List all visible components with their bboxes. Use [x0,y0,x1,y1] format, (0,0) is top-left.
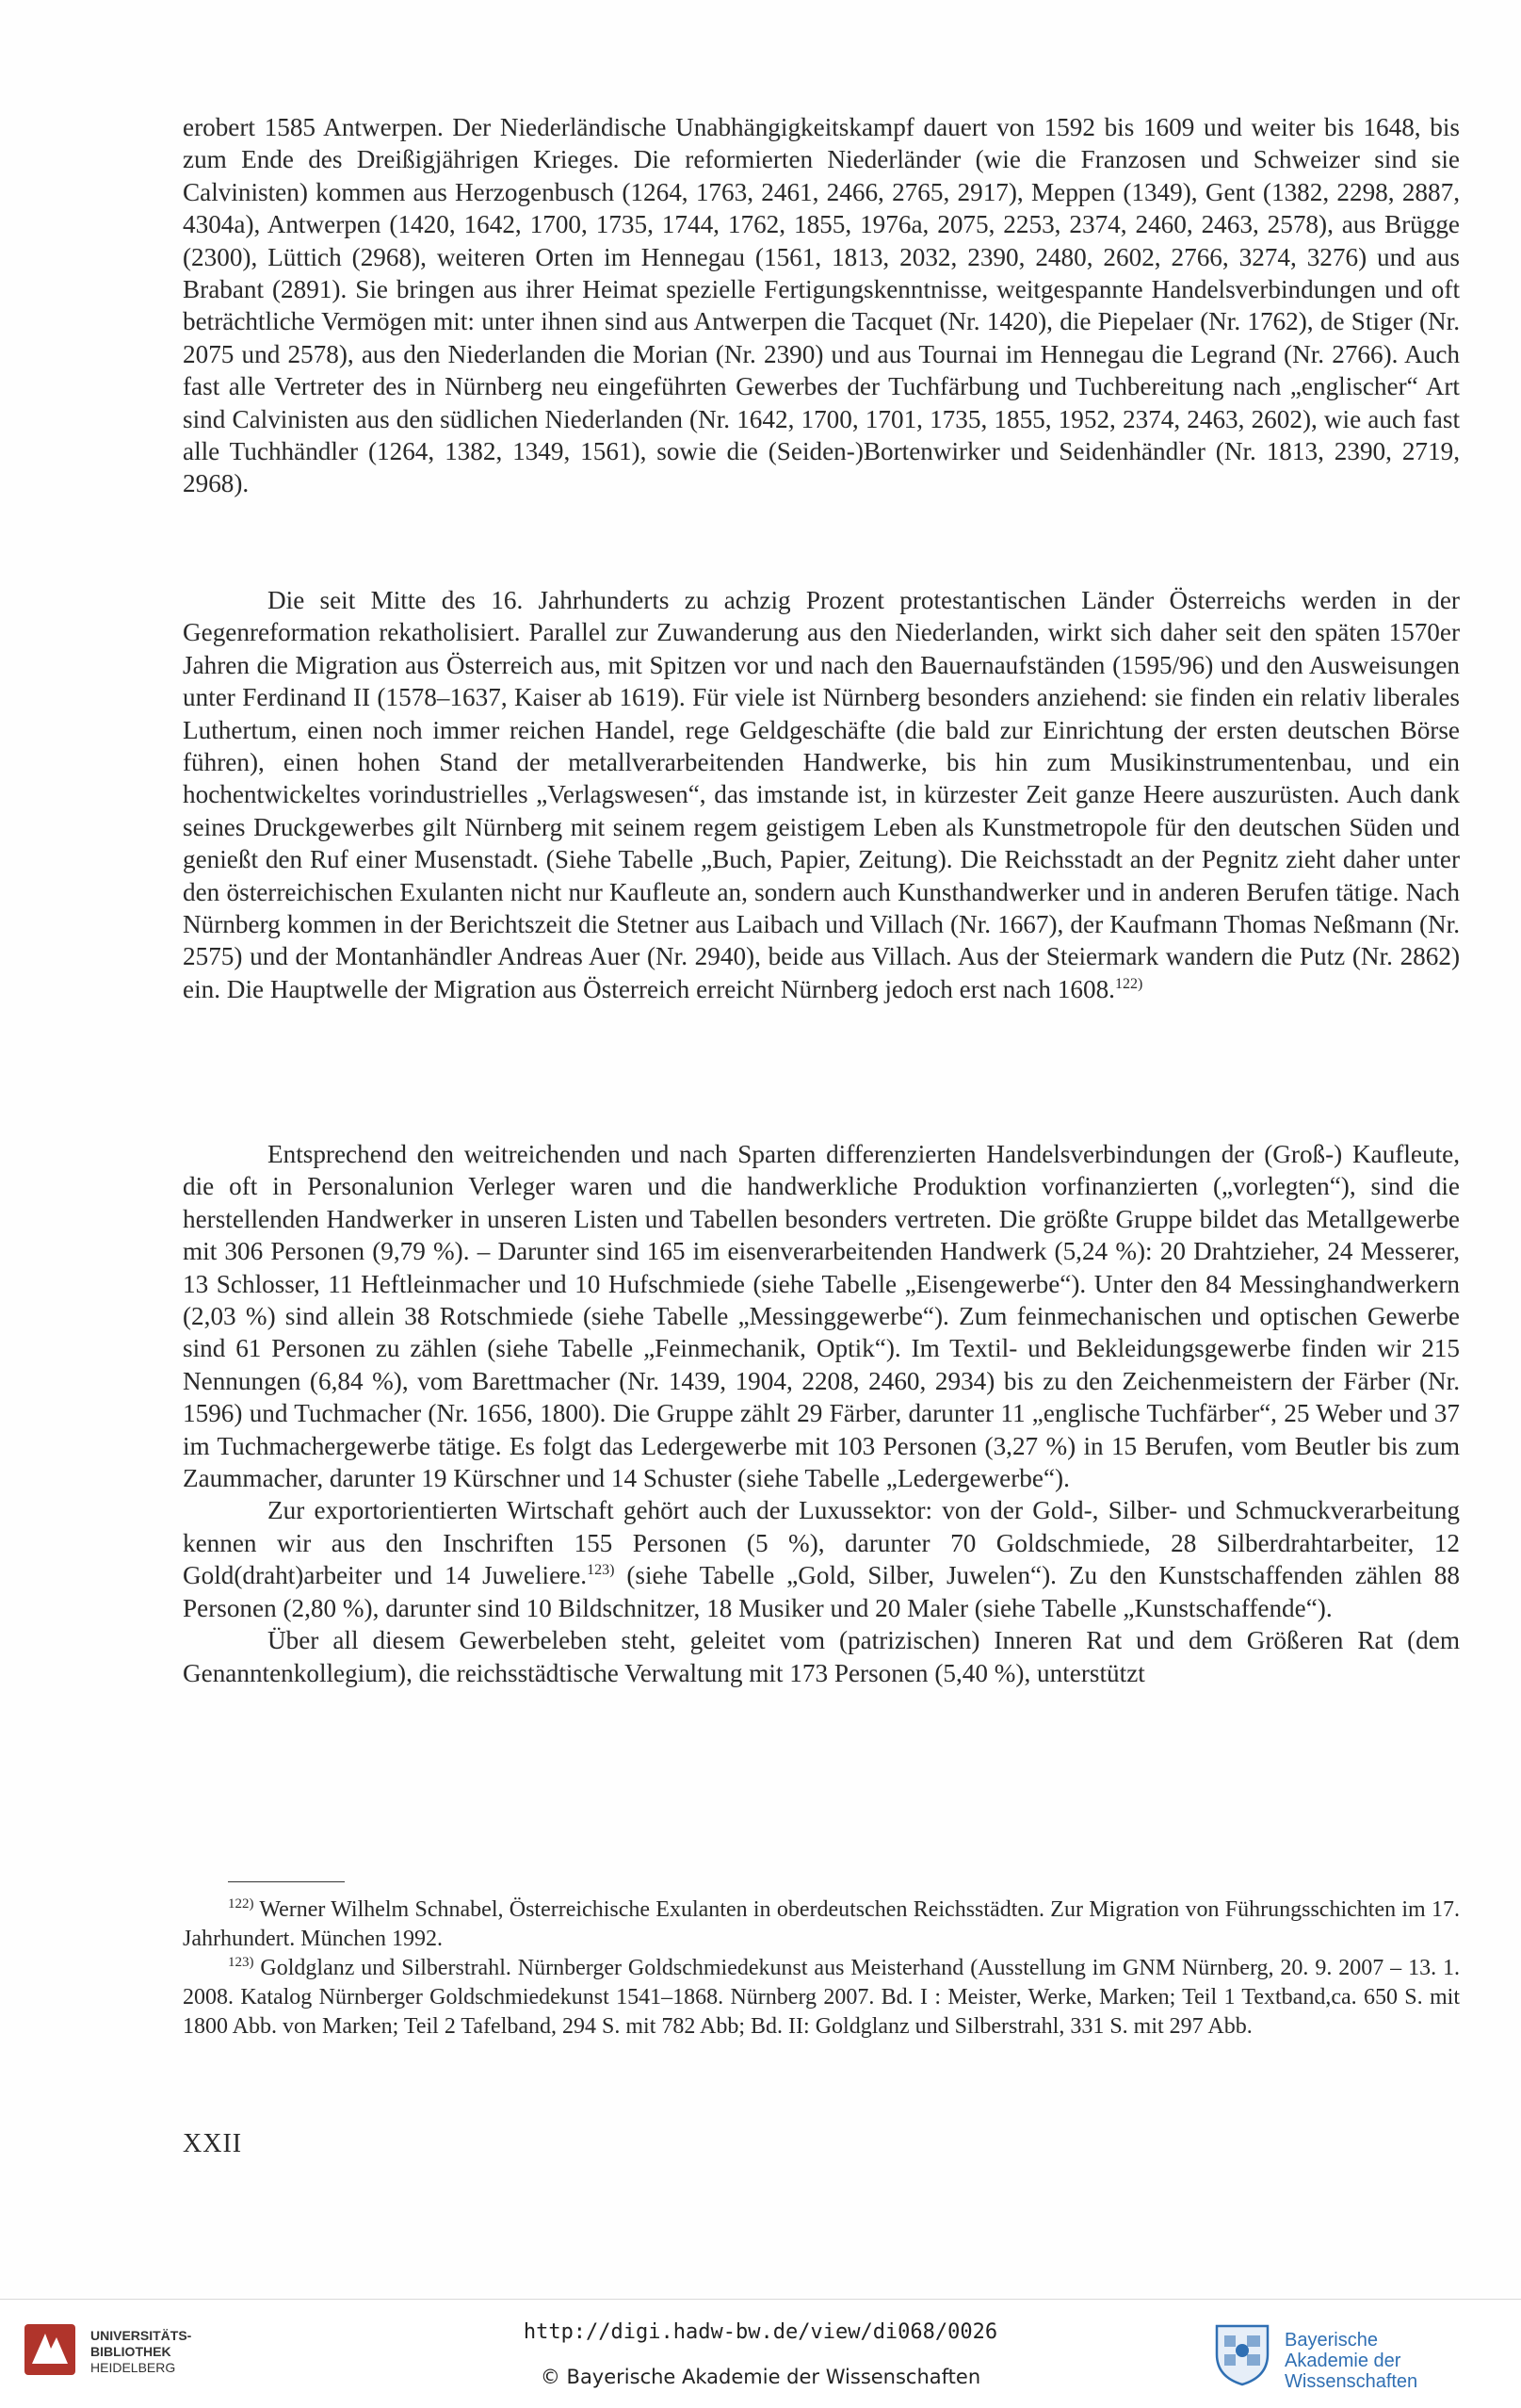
footnote-mark: 122) [228,1896,254,1912]
paragraph-1-text: erobert 1585 Antwerpen. Der Niederländische Unabhängigkeitskampf dauert von 1592 bis 1609 und weiter bis 1648, bis zum Ende des Dreißigjährigen Krieges. Die reformierten Niederländer (wie die Franzosen und Schweizer sind sie Calvinisten) kommen aus Herzogenbusch (1264, 1763, 2461, 2466, 2765, 2917), Meppen (1349), Gent (1382, 2298, 2887, 4304a), Antwerpen (1420, 1642, 1700, 1735, 1744, 1762, 1855, 1976a, 2075, 2253, 2374, 2460, 2463, 2578), aus Brügge (2300), Lüttich (2968), weiteren Orten im Hennegau (1561, 1813, 2032, 2390, 2480, 2602, 2766, 3274, 3276) und aus Brabant (2891). Sie bringen aus ihrer Heimat spezielle Fertigungskenntnisse, weitgespannte Handelsverbindungen und oft beträchtliche Vermögen mit: unter ihnen sind aus Antwerpen die Tacquet (Nr. 1420), die Piepelaer (Nr. 1762), de Stiger (Nr. 2075 und 2578), aus den Niederlanden die Morian (Nr. 2390) und aus Tournai im Hennegau die Legrand (Nr. 2766). Auch fast alle Vertreter des in Nürnberg neu eingeführten Gewerbes der Tuchfärbung und Tuchbereitung nach „englischer“ Art sind Calvinisten aus den südlichen Niederlanden (Nr. 1642, 1700, 1701, 1735, 1855, 1952, 2374, 2463, 2602), wie auch fast alle Tuchhändler (1264, 1382, 1349, 1561), sowie die (Seiden-)Bortenwirker und Seidenhändler (Nr. 1813, 2390, 2719, 2968). [183,113,1460,498]
library-line-1: UNIVERSITÄTS- [90,2328,192,2343]
paragraph-3c-text: Über all diesem Gewerbeleben steht, geleitet vom (patrizischen) Inneren Rat und dem Größeren Rat (dem Genanntenkollegium), die reichsstädtische Verwaltung mit 173 Personen (5,40 %), unterstützt [183,1626,1460,1687]
academy-line-2: Akademie der Wissenschaften [1285,2351,1418,2392]
paragraph-1 [183,111,1460,500]
footnote-ref-123[interactable]: 123) [587,1562,615,1579]
footnote-ref-122[interactable]: 122) [1114,975,1143,992]
footnote-divider [228,1881,345,1882]
paragraph-3b-text-post: (siehe Tabelle „Gold, Silber, Juwelen“). Zu den Kunstschaffenden zählen 88 Personen (2,80 %), darunter sind 10 Bildschnitzer, 18 Musiker und 20 Maler (siehe Tabelle „Kunstschaffende“). [183,1561,1460,1622]
footnote-mark: 123) [228,1955,254,1970]
footnotes [183,1895,1460,2042]
paragraph-3 [183,1138,1460,1689]
page-number: XXII [183,2129,243,2158]
footnote-123 [183,1954,1460,2042]
library-line-2: BIBLIOTHEK [90,2344,171,2359]
academy-line-1: Bayerische [1285,2330,1378,2351]
paragraph-2-text: Die seit Mitte des 16. Jahrhunderts zu achzig Prozent protestantischen Länder Österreichs werden in der Gegenreformation rekatholisiert. Parallel zur Zuwanderung aus den Niederlanden, wirkt sich daher seit den späten 1570er Jahren die Migration aus Österreich aus, mit Spitzen vor und nach den Bauernaufständen (1595/96) und den Ausweisungen unter Ferdinand II (1578–1637, Kaiser ab 1619). Für viele ist Nürnberg besonders anziehend: sie finden ein relativ liberales Luthertum, einen noch immer reichen Handel, rege Geldgeschäfte (die bald zur Einrichtung der ersten deutschen Börse führen), einen hohen Stand der metallverarbeitenden Handwerke, bis hin zum Musikinstrumentenbau, und ein hochentwickeltes vorindustrielles „Verlagswesen“, das imstande ist, in kürzester Zeit ganze Heere auszurüsten. Auch dank seines Druckgewerbes gilt Nürnberg mit seinem regem geistigem Leben als Kunstmetropole für den deutschen Süden und genießt den Ruf einer Musenstadt. (Siehe Tabelle „Buch, Papier, Zeitung). Die Reichsstadt an der Pegnitz zieht daher unter den österreichischen Exulanten nicht nur Kaufleute an, sondern auch Kunsthandwerker und in anderen Berufen tätige. Nach Nürnberg kommen in der Berichtszeit die Stetner aus Laibach und Villach (Nr. 1667), der Kaufmann Thomas Neßmann (Nr. 2575) und der Montanhändler Andreas Auer (Nr. 2940), beide aus Villach. Aus der Steiermark wandern die Putz (Nr. 2862) ein. Die Hauptwelle der Migration aus Österreich erreicht Nürnberg jedoch erst nach 1608. [183,586,1460,1003]
bavarian-academy-logo-icon [1205,2317,1279,2390]
paragraph-2 [183,584,1460,1005]
bavarian-academy-name [1285,2330,1521,2392]
footer-bar [0,2299,1521,2408]
library-line-3: HEIDELBERG [90,2360,176,2375]
footnote-122 [183,1895,1460,1954]
footnote-text: Goldglanz und Silberstrahl. Nürnberger Goldschmiedekunst aus Meisterhand (Ausstellung im GNM Nürnberg, 20. 9. 2007 – 13. 1. 2008. Katalog Nürnberger Goldschmiedekunst 1541–1868. Nürnberg 2007. Bd. I : Meister, Werke, Marken; Teil 1 Textband,ca. 650 S. mit 1800 Abb. von Marken; Teil 2 Tafelband, 294 S. mit 782 Abb; Bd. II: Goldglanz und Silberstrahl, 331 S. mit 297 Abb. [183,1956,1460,2039]
paragraph-3a-text: Entsprechend den weitreichenden und nach Sparten differenzierten Handelsverbindungen der (Groß-) Kaufleute, die oft in Personalunion Verleger waren und die handwerkliche Produktion vorfinanzierten („vorlegten“), sind die herstellenden Handwerker in unseren Listen und Tabellen besonders vertreten. Die größte Gruppe bildet das Metallgewerbe mit 306 Personen (9,79 %). – Darunter sind 165 im eisenverarbeitenden Handwerk (5,24 %): 20 Drahtzieher, 24 Messerer, 13 Schlosser, 11 Heftleinmacher und 10 Hufschmiede (siehe Tabelle „Eisengewerbe“). Unter den 84 Messinghandwerkern (2,03 %) sind allein 38 Rotschmiede (siehe Tabelle „Messinggewerbe“). Zum feinmechanischen und optischen Gewerbe sind 61 Personen zu zählen (siehe Tabelle „Feinmechanik, Optik“). Im Textil- und Bekleidungsgewerbe finden wir 215 Nennungen (6,84 %), vom Barettmacher (Nr. 1439, 1904, 2208, 2460, 2934) bis zu den Zeichenmeistern der Färber (Nr. 1596) und Tuchmacher (Nr. 1656, 1800). Die Gruppe zählt 29 Färber, darunter 11 „englische Tuchfärber“, 25 Weber und 37 im Tuchmachergewerbe tätige. Es folgt das Ledergewerbe mit 103 Personen (3,27 %) in 15 Berufen, vom Beutler bis zum Zaummacher, darunter 19 Kürschner und 14 Schuster (siehe Tabelle „Ledergewerbe“). [183,1140,1460,1493]
copyright-notice: © Bayerische Akademie der Wissenschaften [540,2366,981,2388]
paragraph-3b-text-pre: Zur exportorientierten Wirtschaft gehört auch der Luxussektor: von der Gold-, Silber- und Schmuckverarbeitung kennen wir aus den Inschriften 155 Personen (5 %), darunter 70 Goldschmiede, 28 Silberdrahtarbeiter, 12 Gold(draht)arbeiter und 14 Juweliere. [183,1496,1460,1590]
footnote-text: Werner Wilhelm Schnabel, Österreichische Exulanten in oberdeutschen Reichsstädten. Zur Migration von Führungsschichten im 17. Jahrhundert. München 1992. [183,1897,1460,1951]
permalink-url[interactable]: http://digi.hadw-bw.de/view/di068/0026 [523,2320,998,2344]
